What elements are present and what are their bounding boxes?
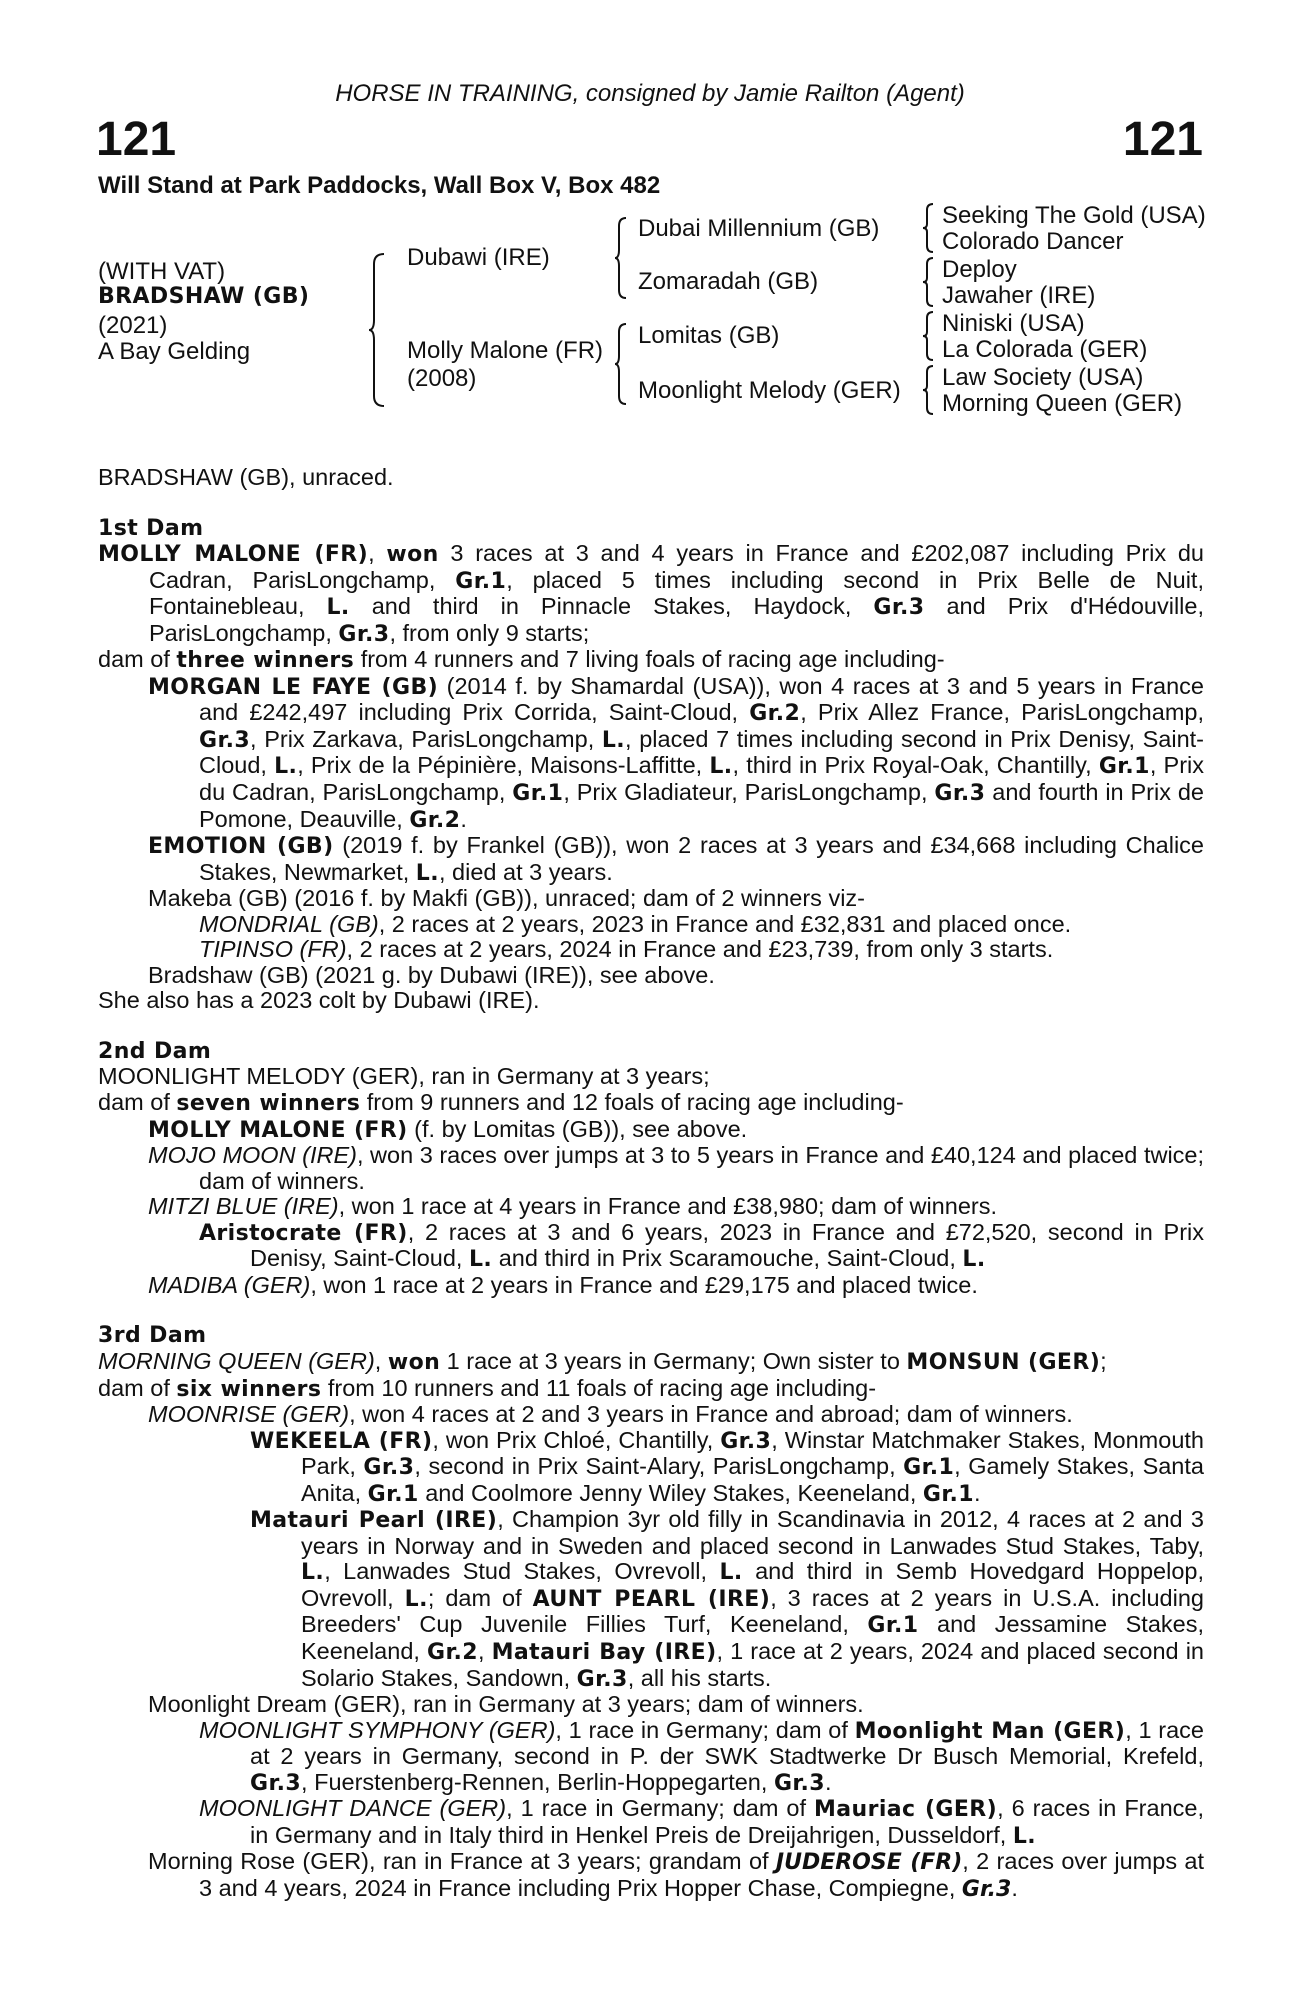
ds-dam: La Colorada (GER): [942, 336, 1148, 363]
first-dam-produce: dam of three winners from 4 runners and 7 living foals of racing age including-: [98, 646, 945, 674]
stand-location: Will Stand at Park Paddocks, Wall Box V, Box 482: [98, 172, 661, 199]
heading-3rd-dam: 3rd Dam: [98, 1323, 207, 1349]
produce-2023-colt: She also has a 2023 colt by Dubawi (IRE).: [98, 987, 540, 1014]
first-dam-record: MOLLY MALONE (FR), won 3 races at 3 and 4 years in France and £202,087 including Prix du Cadran, ParisLongchamp, Gr.1, placed 5 times including second in Prix Belle de Nuit, Fontainebleau, L. and third in Pinnacle Stakes, Haydock, Gr.3 and Prix d'Hédouville, ParisLongchamp, Gr.3, from only 9 starts;: [98, 540, 1204, 647]
produce-mojo-moon: MOJO MOON (IRE), won 3 races over jumps at 3 to 5 years in France and £40,124 and placed twice; dam of winners.: [148, 1142, 1205, 1194]
sd-dam: Jawaher (IRE): [942, 282, 1096, 309]
catalogue-subtitle: HORSE IN TRAINING, consigned by Jamie Railton (Agent): [335, 80, 965, 107]
ss-dam: Colorado Dancer: [942, 228, 1124, 255]
horse-name: BRADSHAW (GB): [98, 284, 310, 309]
third-dam-produce: dam of six winners from 10 runners and 11 foals of racing age including-: [98, 1374, 877, 1402]
second-dam-record: MOONLIGHT MELODY (GER), ran in Germany at 3 years;: [98, 1063, 710, 1090]
sire: Dubawi (IRE): [407, 244, 550, 271]
ss-sire: Seeking The Gold (USA): [942, 202, 1206, 229]
dd-dam: Morning Queen (GER): [942, 390, 1183, 417]
second-dam-produce: dam of seven winners from 9 runners and 12 foals of racing age including-: [98, 1089, 904, 1117]
produce-morgan-le-faye: MORGAN LE FAYE (GB) (2014 f. by Shamardal (USA)), won 4 races at 3 and 5 years in France and £242,497 including Prix Corrida, Saint-Cloud, Gr.2, Prix Allez France, ParisLongchamp, Gr.3, Prix Zarkava, ParisLongchamp, L., placed 7 times including second in Prix Denisy, Saint-Cloud, L., Prix de la Pépinière, Maisons-Laffitte, L., third in Prix Royal-Oak, Chantilly, Gr.1, Prix du Cadran, ParisLongchamp, Gr.1, Prix Gladiateur, ParisLongchamp, Gr.3 and fourth in Prix de Pomone, Deauville, Gr.2.: [148, 672, 1205, 833]
produce-mondrial: MONDRIAL (GB), 2 races at 2 years, 2023 in France and £32,831 and placed once.: [199, 910, 1072, 937]
sire-dam: Zomaradah (GB): [638, 268, 819, 295]
produce-moonlight-dance: MOONLIGHT DANCE (GER), 1 race in Germany; dam of Mauriac (GER), 6 races in France, in Germany and in Italy third in Henkel Preis de Dreijahrigen, Dusseldorf, L.: [199, 1795, 1204, 1849]
produce-mitzi-blue: MITZI BLUE (IRE), won 1 race at 4 years in France and £38,980; dam of winners.: [148, 1193, 997, 1220]
produce-emotion: EMOTION (GB) (2019 f. by Frankel (GB)), won 2 races at 3 years and £34,668 including Chalice Stakes, Newmarket, L., died at 3 years.: [148, 832, 1204, 886]
heading-2nd-dam: 2nd Dam: [98, 1038, 212, 1064]
vat-note: (WITH VAT): [98, 258, 226, 285]
unraced-note: BRADSHAW (GB), unraced.: [98, 464, 394, 490]
produce-bradshaw: Bradshaw (GB) (2021 g. by Dubawi (IRE)), see above.: [148, 961, 715, 988]
pedigree-bracket-main: [368, 252, 388, 408]
pedigree-bracket-dam: [614, 322, 630, 406]
third-dam-record: MORNING QUEEN (GER), won 1 race at 3 years in Germany; Own sister to MONSUN (GER);: [98, 1347, 1107, 1375]
dam-dam: Moonlight Melody (GER): [638, 377, 901, 404]
produce-moonlight-dream: Moonlight Dream (GER), ran in Germany at 3 years; dam of winners.: [148, 1691, 864, 1718]
produce-makeba: Makeba (GB) (2016 f. by Makfi (GB)), unraced; dam of 2 winners viz-: [148, 885, 866, 912]
produce-moonlight-symphony: MOONLIGHT SYMPHONY (GER), 1 race in Germany; dam of Moonlight Man (GER), 1 race at 2 years in Germany, second in P. der SWK Stadtwerke Dr Busch Memorial, Krefeld, Gr.3, Fuerstenberg-Rennen, Berlin-Hoppegarten, Gr.3.: [199, 1716, 1204, 1796]
bracket-ss: [922, 202, 936, 254]
bracket-sd: [922, 256, 936, 308]
bracket-dd: [922, 364, 936, 416]
dam: Molly Malone (FR): [407, 337, 604, 364]
dam-year: (2008): [407, 365, 477, 392]
produce-aristocrate: Aristocrate (FR), 2 races at 3 and 6 years, 2023 in France and £72,520, second in Prix Denisy, Saint-Cloud, L. and third in Prix Scaramouche, Saint-Cloud, L.: [199, 1218, 1204, 1273]
produce-morning-rose: Morning Rose (GER), ran in France at 3 years; grandam of JUDEROSE (FR), 2 races over jumps at 3 and 4 years, 2024 in France including Prix Hopper Chase, Compiegne, Gr.3.: [148, 1848, 1205, 1902]
dd-sire: Law Society (USA): [942, 364, 1144, 391]
produce-molly-malone: MOLLY MALONE (FR) (f. by Lomitas (GB)), see above.: [148, 1115, 748, 1143]
produce-wekeela: WEKEELA (FR), won Prix Chloé, Chantilly, Gr.3, Winstar Matchmaker Stakes, Monmouth Park, Gr.3, second in Prix Saint-Alary, ParisLongchamp, Gr.1, Gamely Stakes, Santa Anita, Gr.1 and Coolmore Jenny Wiley Stakes, Keeneland, Gr.1.: [250, 1426, 1204, 1507]
produce-madiba: MADIBA (GER), won 1 race at 2 years in France and £29,175 and placed twice.: [148, 1271, 978, 1298]
lot-number-left: 121: [96, 113, 177, 166]
sd-sire: Deploy: [942, 256, 1017, 283]
dam-sire: Lomitas (GB): [638, 322, 780, 349]
lot-number-right: 121: [1122, 113, 1203, 166]
sire-sire: Dubai Millennium (GB): [638, 215, 880, 242]
foaling-year: (2021): [98, 312, 168, 339]
produce-tipinso: TIPINSO (FR), 2 races at 2 years, 2024 in France and £23,739, from only 3 starts.: [199, 936, 1054, 963]
produce-moonrise: MOONRISE (GER), won 4 races at 2 and 3 years in France and abroad; dam of winners.: [148, 1401, 1073, 1428]
ds-sire: Niniski (USA): [942, 310, 1085, 337]
pedigree-bracket-sire: [614, 216, 630, 300]
horse-description: A Bay Gelding: [98, 338, 251, 365]
bracket-ds: [922, 310, 936, 362]
produce-matauri-pearl: Matauri Pearl (IRE), Champion 3yr old filly in Scandinavia in 2012, 4 races at 2 and 3 years in Norway and in Sweden and placed second in Lanwades Stud Stakes, Taby, L., Lanwades Stud Stakes, Ovrevoll, L. and third in Semb Hovedgard Hoppelop, Ovrevoll, L.; dam of AUNT PEARL (IRE), 3 races at 2 years in U.S.A. including Breeders' Cup Juvenile Fillies Turf, Keeneland, Gr.1 and Jessamine Stakes, Keeneland, Gr.2, Matauri Bay (IRE), 1 race at 2 years, 2024 and placed second in Solario Stakes, Sandown, Gr.3, all his starts.: [250, 1506, 1205, 1692]
produce-record: [98, 465, 1204, 1902]
heading-1st-dam: 1st Dam: [98, 515, 204, 541]
